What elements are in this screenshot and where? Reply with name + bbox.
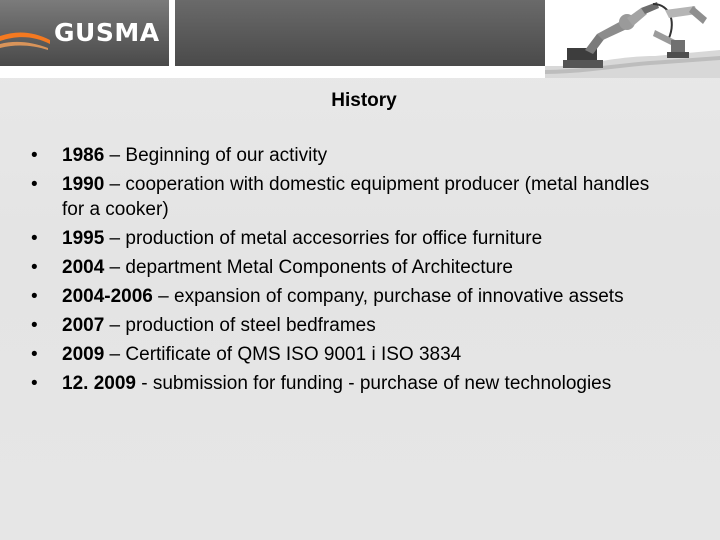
history-item-2004 <box>0 256 720 281</box>
bullet-icon: • <box>31 145 38 166</box>
history-list <box>0 144 720 401</box>
history-separator: – <box>104 314 126 336</box>
history-item-1990 <box>0 173 720 222</box>
history-item-2004-2006 <box>0 285 720 310</box>
history-item-1995 <box>0 227 720 252</box>
history-separator: - <box>135 372 153 394</box>
bullet-icon: • <box>31 372 38 394</box>
history-text: Beginning of our activity <box>125 145 328 166</box>
welding-robot-icon <box>545 0 720 78</box>
history-separator: – <box>104 343 126 365</box>
company-logo <box>0 0 172 66</box>
history-item-2009 <box>0 343 720 368</box>
history-separator: – <box>152 285 174 307</box>
bullet-icon: • <box>31 343 38 365</box>
history-text: Certificate of QMS ISO 9001 i ISO 3834 <box>125 343 462 365</box>
header-banner <box>0 0 720 78</box>
history-separator: – <box>104 174 126 195</box>
history-text: submission for funding - purchase of new technologies <box>152 372 612 394</box>
bullet-icon: • <box>31 174 38 195</box>
history-year: 2004-2006 <box>62 285 153 307</box>
history-year: 1995 <box>62 227 105 249</box>
page-title: History <box>331 90 397 111</box>
history-text: production of steel bedframes <box>125 314 376 336</box>
history-separator: – <box>104 145 126 166</box>
history-text: expansion of company, purchase of innovative assets <box>174 285 624 307</box>
history-year: 2004 <box>62 256 105 278</box>
history-item-2007 <box>0 314 720 339</box>
history-item-12-2009 <box>0 372 720 397</box>
history-separator: – <box>104 227 126 249</box>
history-year: 2009 <box>62 343 105 365</box>
bullet-icon: • <box>31 227 38 249</box>
history-text: department Metal Components of Architecture <box>125 256 513 278</box>
bullet-icon: • <box>31 256 38 278</box>
history-text: cooperation with domestic equipment producer (metal handles for a cooker) <box>62 174 650 220</box>
bullet-icon: • <box>31 314 38 336</box>
history-year: 1990 <box>62 174 105 195</box>
history-year: 12. 2009 <box>62 372 136 394</box>
history-year: 1986 <box>62 145 105 166</box>
history-separator: – <box>104 256 126 278</box>
logo-text: GUSMA <box>54 18 160 47</box>
header-image <box>545 0 720 78</box>
history-text: production of metal accesorries for office furniture <box>125 227 543 249</box>
history-year: 2007 <box>62 314 105 336</box>
history-item-1986 <box>0 144 720 169</box>
bullet-icon: • <box>31 285 38 307</box>
